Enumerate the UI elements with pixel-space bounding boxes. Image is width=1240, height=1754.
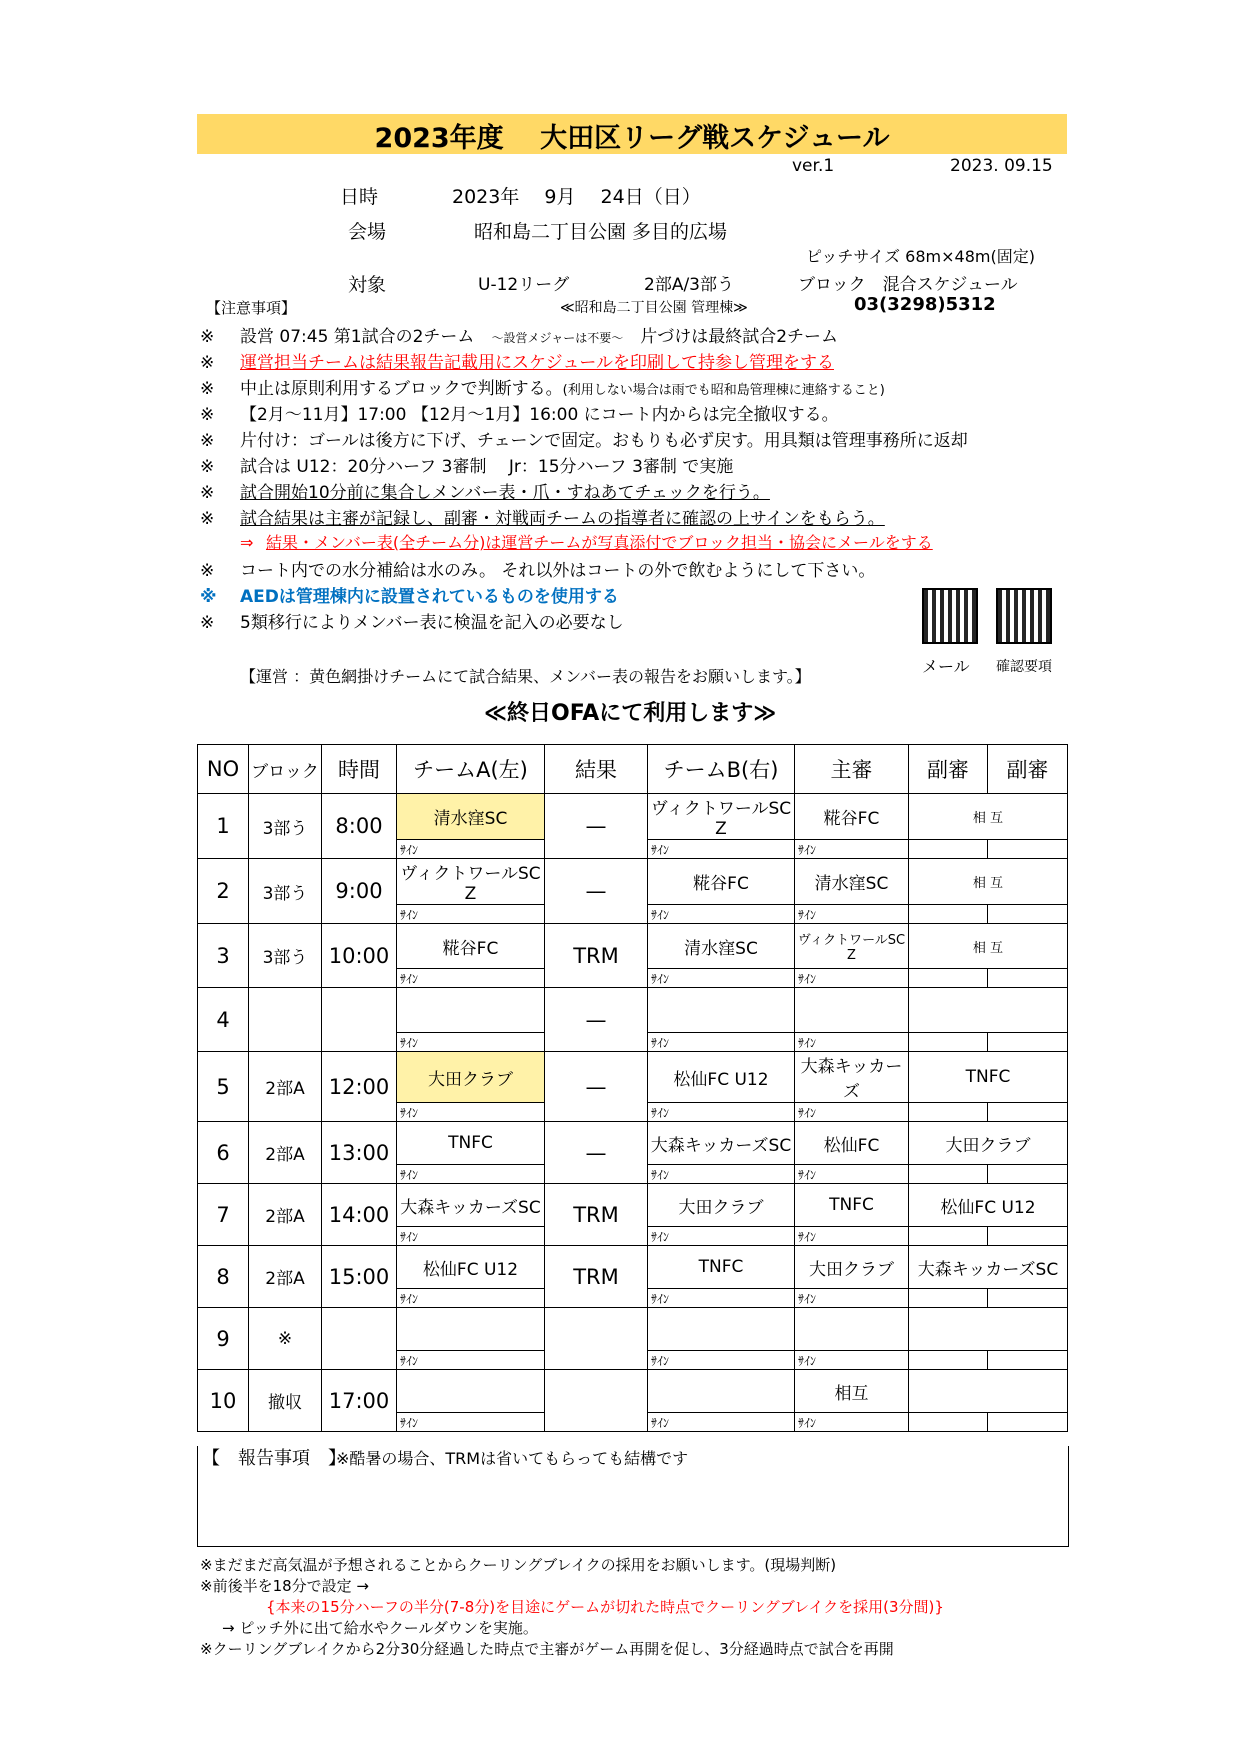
- ofa-note: ≪終日OFAにて利用します≫: [484, 701, 777, 726]
- assistant-1-sign-cell[interactable]: [909, 1351, 988, 1370]
- match-result: —: [545, 794, 648, 859]
- referee-cell: 相互: [795, 1370, 909, 1413]
- referee-cell: 糀谷FC: [795, 794, 909, 840]
- referee-sign-cell[interactable]: ｻｲﾝ: [795, 1165, 909, 1184]
- assistant-referee-cell: 大森キッカーズSC: [909, 1246, 1068, 1289]
- match-block: 3部う: [249, 794, 322, 859]
- match-no: 3: [198, 924, 249, 988]
- match-time: 17:00: [322, 1370, 397, 1432]
- match-block: 撤収: [249, 1370, 322, 1432]
- assistant-2-sign-cell[interactable]: [988, 1289, 1068, 1308]
- referee-cell: [795, 1308, 909, 1351]
- match-no: 2: [198, 859, 249, 924]
- match-no: 8: [198, 1246, 249, 1308]
- office-label: ≪昭和島二丁目公園 管理棟≫: [560, 300, 748, 316]
- team-b-sign-cell[interactable]: ｻｲﾝ: [648, 1165, 795, 1184]
- team-a-sign-cell[interactable]: ｻｲﾝ: [397, 905, 545, 924]
- team-b-cell: ヴィクトワールSC Z: [648, 794, 795, 840]
- mail-qr-label: メール: [922, 657, 970, 676]
- note-match-format: ※ 試合は U12：20分ハーフ 3審制 Jr：15分ハーフ 3審制 で実施: [200, 457, 734, 477]
- assistant-1-sign-cell[interactable]: [909, 1227, 988, 1246]
- assistant-2-sign-cell[interactable]: [988, 969, 1068, 988]
- match-no: 7: [198, 1184, 249, 1246]
- team-b-cell: [648, 1370, 795, 1413]
- match-time: [322, 988, 397, 1052]
- match-time: 12:00: [322, 1052, 397, 1122]
- team-b-cell: [648, 988, 795, 1033]
- referee-sign-cell[interactable]: ｻｲﾝ: [795, 840, 909, 859]
- table-row: [198, 1122, 1068, 1165]
- match-block: 2部A: [249, 1052, 322, 1122]
- team-a-sign-cell[interactable]: ｻｲﾝ: [397, 1289, 545, 1308]
- match-result: TRM: [545, 1246, 648, 1308]
- footer-cooling-rule: {本来の15分ハーフの半分(7-8分)を目途にゲームが切れた時点でクーリングブレイクを採用(3分間)}: [266, 1598, 944, 1616]
- team-b-cell: 糀谷FC: [648, 859, 795, 905]
- assistant-2-sign-cell[interactable]: [988, 1351, 1068, 1370]
- match-time: 15:00: [322, 1246, 397, 1308]
- match-result: TRM: [545, 1184, 648, 1246]
- header-block: ブロック: [249, 745, 322, 794]
- match-no: 1: [198, 794, 249, 859]
- table-row: [198, 1184, 1068, 1227]
- pitch-size: ピッチサイズ 68m×48m(固定): [806, 247, 1035, 266]
- assistant-2-sign-cell[interactable]: [988, 905, 1068, 924]
- referee-sign-cell[interactable]: ｻｲﾝ: [795, 1351, 909, 1370]
- target-division: 2部A/3部う: [644, 275, 734, 295]
- footer-half-setting: ※前後半を18分で設定 →: [200, 1577, 369, 1595]
- assistant-2-sign-cell[interactable]: [988, 1103, 1068, 1122]
- team-b-sign-cell[interactable]: ｻｲﾝ: [648, 1289, 795, 1308]
- match-time: 10:00: [322, 924, 397, 988]
- referee-sign-cell[interactable]: ｻｲﾝ: [795, 969, 909, 988]
- header-team-a: チームA(左): [397, 745, 545, 794]
- operation-note: 【運営 ：黄色網掛けチームにて試合結果、メンバー表の報告をお願いします。】: [240, 667, 811, 686]
- version-label: ver.1: [792, 156, 835, 176]
- match-no: 6: [198, 1122, 249, 1184]
- assistant-referee-cell: [909, 988, 1068, 1033]
- team-b-sign-cell[interactable]: ｻｲﾝ: [648, 1033, 795, 1052]
- assistant-1-sign-cell[interactable]: [909, 1413, 988, 1432]
- referee-sign-cell[interactable]: ｻｲﾝ: [795, 905, 909, 924]
- match-result: —: [545, 1122, 648, 1184]
- assistant-1-sign-cell[interactable]: [909, 840, 988, 859]
- header-assistant-2: 副審: [988, 745, 1068, 794]
- match-block: 3部う: [249, 859, 322, 924]
- footer-cooling-request: ※まだまだ高気温が予想されることからクーリングブレイクの採用をお願いします。(現場判断): [200, 1556, 837, 1574]
- header-result: 結果: [545, 745, 648, 794]
- match-time: 9:00: [322, 859, 397, 924]
- table-row: [198, 794, 1068, 840]
- match-block: 3部う: [249, 924, 322, 988]
- header-referee: 主審: [795, 745, 909, 794]
- match-time: 14:00: [322, 1184, 397, 1246]
- venue-label: 会場: [348, 221, 387, 243]
- table-row: [198, 1246, 1068, 1289]
- note-aed: ※ AEDは管理棟内に設置されているものを使用する: [200, 587, 619, 607]
- table-row: [198, 988, 1068, 1033]
- assistant-referee-cell: TNFC: [909, 1052, 1068, 1103]
- referee-sign-cell[interactable]: ｻｲﾝ: [795, 1289, 909, 1308]
- team-b-sign-cell[interactable]: ｻｲﾝ: [648, 1227, 795, 1246]
- note-cancel: ※ 中止は原則利用するブロックで判断する。(利用しない場合は雨でも昭和島管理棟に連絡すること): [200, 379, 885, 399]
- datetime-value: 2023年 9月 24日（日）: [452, 186, 701, 208]
- match-no: 5: [198, 1052, 249, 1122]
- match-time: [322, 1308, 397, 1370]
- team-a-cell: 大田クラブ: [397, 1052, 545, 1103]
- match-time: 13:00: [322, 1122, 397, 1184]
- assistant-1-sign-cell[interactable]: [909, 1289, 988, 1308]
- team-a-cell: 大森キッカーズSC: [397, 1184, 545, 1227]
- referee-cell: 大森キッカーズ: [795, 1052, 909, 1103]
- note-temperature: ※ 5類移行によりメンバー表に検温を記入の必要なし: [200, 613, 624, 633]
- match-no: 4: [198, 988, 249, 1052]
- office-phone: 03(3298)5312: [854, 294, 996, 315]
- assistant-referee-cell: 相 互: [909, 794, 1068, 840]
- note-result: ※ 試合結果は主審が記録し、副審・対戦両チームの指導者に確認の上サインをもらう。: [200, 509, 885, 529]
- team-a-sign-cell[interactable]: ｻｲﾝ: [397, 1227, 545, 1246]
- assistant-2-sign-cell[interactable]: [988, 1165, 1068, 1184]
- note-setup: ※ 設営 07:45 第1試合の2チーム ～設営メジャーは不要～ 片づけは最終試合2チーム: [200, 327, 839, 347]
- assistant-1-sign-cell[interactable]: [909, 1033, 988, 1052]
- match-result: TRM: [545, 924, 648, 988]
- team-b-cell: 大森キッカーズSC: [648, 1122, 795, 1165]
- assistant-1-sign-cell[interactable]: [909, 905, 988, 924]
- team-a-sign-cell[interactable]: ｻｲﾝ: [397, 1103, 545, 1122]
- assistant-2-sign-cell[interactable]: [988, 840, 1068, 859]
- table-row: [198, 1308, 1068, 1351]
- assistant-1-sign-cell[interactable]: [909, 969, 988, 988]
- team-b-sign-cell[interactable]: ｻｲﾝ: [648, 969, 795, 988]
- team-a-sign-cell[interactable]: ｻｲﾝ: [397, 1413, 545, 1432]
- assistant-referee-cell: [909, 1370, 1068, 1413]
- note-water: ※ コート内での水分補給は水のみ。 それ以外はコートの外で飲むようにして下さい。: [200, 561, 876, 581]
- referee-cell: 松仙FC: [795, 1122, 909, 1165]
- report-label: 【 報告事項 】: [202, 1448, 346, 1469]
- note-report-mail: ⇒ 結果・メンバー表(全チーム分)は運営チームが写真添付でブロック担当・協会にメールをする: [240, 533, 933, 552]
- table-row: [198, 1052, 1068, 1103]
- match-result: [545, 1370, 648, 1432]
- team-a-cell: 松仙FC U12: [397, 1246, 545, 1289]
- match-block: [249, 988, 322, 1052]
- match-no: 10: [198, 1370, 249, 1432]
- assistant-referee-cell: 松仙FC U12: [909, 1184, 1068, 1227]
- team-a-cell: 糀谷FC: [397, 924, 545, 969]
- header-assistant-1: 副審: [909, 745, 988, 794]
- assistant-2-sign-cell[interactable]: [988, 1033, 1068, 1052]
- assistant-referee-cell: [909, 1308, 1068, 1351]
- team-b-sign-cell[interactable]: ｻｲﾝ: [648, 905, 795, 924]
- team-a-sign-cell[interactable]: ｻｲﾝ: [397, 1033, 545, 1052]
- team-b-cell: 清水窪SC: [648, 924, 795, 969]
- assistant-2-sign-cell[interactable]: [988, 1413, 1068, 1432]
- footer-hydration: → ピッチ外に出て給水やクールダウンを実施。: [222, 1619, 538, 1637]
- assistant-2-sign-cell[interactable]: [988, 1227, 1068, 1246]
- match-block: 2部A: [249, 1246, 322, 1308]
- team-b-cell: 松仙FC U12: [648, 1052, 795, 1103]
- note-check: ※ 試合開始10分前に集合しメンバー表・爪・すねあてチェックを行う。: [200, 483, 770, 503]
- table-row: [198, 924, 1068, 969]
- header-no: NO: [198, 745, 249, 794]
- mail-qr-code[interactable]: [922, 588, 978, 644]
- referee-cell: 清水窪SC: [795, 859, 909, 905]
- table-header-row: [198, 745, 1068, 794]
- team-b-sign-cell[interactable]: ｻｲﾝ: [648, 840, 795, 859]
- team-a-cell: 清水窪SC: [397, 794, 545, 840]
- team-a-cell: [397, 1370, 545, 1413]
- team-b-sign-cell[interactable]: ｻｲﾝ: [648, 1103, 795, 1122]
- team-a-cell: [397, 1308, 545, 1351]
- guidelines-qr-code[interactable]: [996, 588, 1052, 644]
- team-a-sign-cell[interactable]: ｻｲﾝ: [397, 1351, 545, 1370]
- team-a-sign-cell[interactable]: ｻｲﾝ: [397, 1165, 545, 1184]
- header-time: 時間: [322, 745, 397, 794]
- schedule-table: [197, 744, 1068, 1432]
- team-a-sign-cell[interactable]: ｻｲﾝ: [397, 840, 545, 859]
- match-block: 2部A: [249, 1184, 322, 1246]
- note-cleanup: ※ 片付け：ゴールは後方に下げ、チェーンで固定。おもりも必ず戻す。用具類は管理事務所に返却: [200, 431, 968, 451]
- referee-cell: TNFC: [795, 1184, 909, 1227]
- referee-cell: ヴィクトワールSC Z: [795, 924, 909, 969]
- match-block: ※: [249, 1308, 322, 1370]
- note-withdraw: ※ 【2月～11月】17:00 【12月～1月】16:00 にコート内からは完全撤収する。: [200, 405, 839, 425]
- team-b-cell: [648, 1308, 795, 1351]
- venue-value: 昭和島二丁目公園 多目的広場: [474, 221, 728, 243]
- referee-sign-cell[interactable]: ｻｲﾝ: [795, 1033, 909, 1052]
- referee-sign-cell[interactable]: ｻｲﾝ: [795, 1413, 909, 1432]
- team-a-cell: ヴィクトワールSC Z: [397, 859, 545, 905]
- assistant-1-sign-cell[interactable]: [909, 1103, 988, 1122]
- table-row: [198, 1370, 1068, 1413]
- referee-cell: 大田クラブ: [795, 1246, 909, 1289]
- assistant-referee-cell: 相 互: [909, 859, 1068, 905]
- table-row: [198, 859, 1068, 905]
- assistant-referee-cell: 大田クラブ: [909, 1122, 1068, 1165]
- assistant-1-sign-cell[interactable]: [909, 1165, 988, 1184]
- team-a-sign-cell[interactable]: ｻｲﾝ: [397, 969, 545, 988]
- target-label: 対象: [348, 274, 387, 296]
- page-title: 2023年度 大田区リーグ戦スケジュール: [374, 123, 890, 154]
- team-b-sign-cell[interactable]: ｻｲﾝ: [648, 1413, 795, 1432]
- match-block: 2部A: [249, 1122, 322, 1184]
- team-b-sign-cell[interactable]: ｻｲﾝ: [648, 1351, 795, 1370]
- document-date: 2023. 09.15: [950, 156, 1053, 176]
- match-no: 9: [198, 1308, 249, 1370]
- team-a-cell: TNFC: [397, 1122, 545, 1165]
- datetime-label: 日時: [340, 186, 379, 208]
- match-result: —: [545, 859, 648, 924]
- report-text: ※酷暑の場合、TRMは省いてもらっても結構です: [336, 1449, 689, 1468]
- note-operation: ※ 運営担当チームは結果報告記載用にスケジュールを印刷して持参し管理をする: [200, 353, 834, 373]
- referee-sign-cell[interactable]: ｻｲﾝ: [795, 1103, 909, 1122]
- match-result: —: [545, 1052, 648, 1122]
- team-b-cell: 大田クラブ: [648, 1184, 795, 1227]
- target-league: U-12リーグ: [478, 275, 570, 295]
- match-result: [545, 1308, 648, 1370]
- notes-label: 【注意事項】: [206, 299, 297, 317]
- guidelines-qr-label: 確認要項: [996, 659, 1052, 675]
- target-block: ブロック 混合スケジュール: [798, 275, 1018, 295]
- footer-restart: ※クーリングブレイクから2分30分経過した時点で主審がゲーム再開を促し、3分経過時点で試合を再開: [200, 1640, 894, 1658]
- header-team-b: チームB(右): [648, 745, 795, 794]
- match-time: 8:00: [322, 794, 397, 859]
- referee-cell: [795, 988, 909, 1033]
- team-a-cell: [397, 988, 545, 1033]
- team-b-cell: TNFC: [648, 1246, 795, 1289]
- assistant-referee-cell: 相 互: [909, 924, 1068, 969]
- match-result: —: [545, 988, 648, 1052]
- referee-sign-cell[interactable]: ｻｲﾝ: [795, 1227, 909, 1246]
